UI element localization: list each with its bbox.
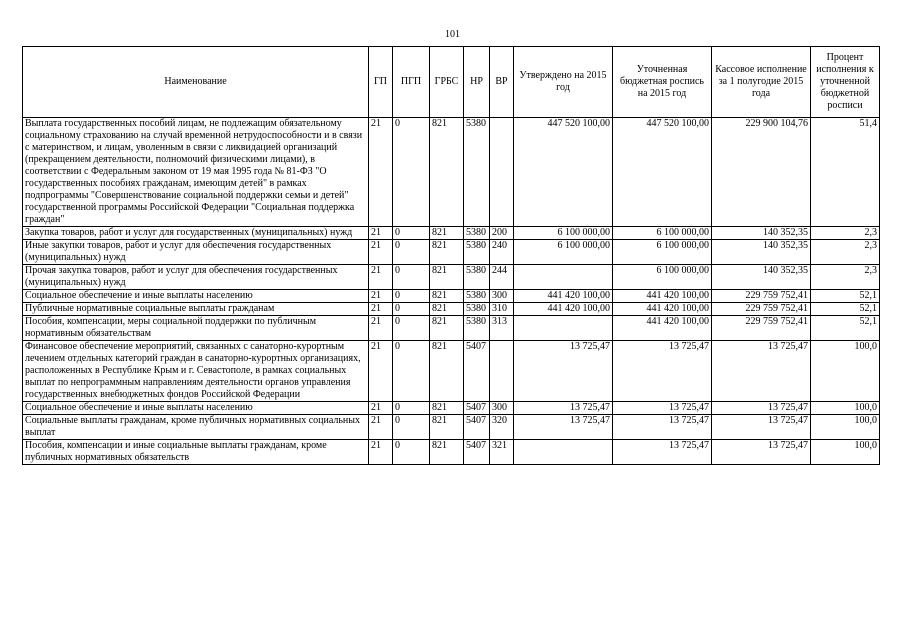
table-row (23, 402, 880, 415)
cell-ppgp: 0 (393, 118, 430, 227)
cell-grbs: 821 (430, 440, 464, 465)
cell-gp: 21 (369, 240, 393, 265)
cell-percent: 2,3 (811, 265, 880, 290)
cell-cash: 229 759 752,41 (712, 316, 811, 341)
cell-refined: 13 725,47 (613, 341, 712, 402)
cell-gp: 21 (369, 316, 393, 341)
cell-grbs: 821 (430, 118, 464, 227)
cell-percent: 100,0 (811, 440, 880, 465)
table-row (23, 303, 880, 316)
cell-ppgp: 0 (393, 316, 430, 341)
cell-grbs: 821 (430, 402, 464, 415)
cell-gp: 21 (369, 227, 393, 240)
header-gp: ГП (369, 47, 393, 118)
table-row (23, 118, 880, 227)
table-header-row (23, 47, 880, 118)
cell-grbs: 821 (430, 341, 464, 402)
header-vr: ВР (490, 47, 514, 118)
cell-grbs: 821 (430, 265, 464, 290)
cell-cash: 13 725,47 (712, 341, 811, 402)
cell-approved (514, 265, 613, 290)
cell-refined: 13 725,47 (613, 402, 712, 415)
cell-grbs: 821 (430, 415, 464, 440)
cell-grbs: 821 (430, 303, 464, 316)
cell-ppgp: 0 (393, 227, 430, 240)
page-number: 101 (445, 29, 460, 40)
cell-cash: 229 759 752,41 (712, 290, 811, 303)
cell-percent: 100,0 (811, 415, 880, 440)
cell-refined: 13 725,47 (613, 415, 712, 440)
cell-approved (514, 440, 613, 465)
cell-name: Социальное обеспечение и иные выплаты населению (23, 290, 369, 303)
budget-execution-table (22, 46, 880, 465)
table-row (23, 290, 880, 303)
cell-np: 5380 (464, 118, 490, 227)
table-row (23, 415, 880, 440)
header-cash: Кассовое исполнение за 1 полугодие 2015 года (712, 47, 811, 118)
cell-percent: 100,0 (811, 341, 880, 402)
cell-refined: 13 725,47 (613, 440, 712, 465)
table-row (23, 240, 880, 265)
cell-refined: 6 100 000,00 (613, 240, 712, 265)
cell-percent: 52,1 (811, 316, 880, 341)
cell-vr: 240 (490, 240, 514, 265)
cell-ppgp: 0 (393, 265, 430, 290)
cell-gp: 21 (369, 118, 393, 227)
cell-np: 5407 (464, 341, 490, 402)
cell-approved: 6 100 000,00 (514, 240, 613, 265)
cell-gp: 21 (369, 303, 393, 316)
cell-refined: 441 420 100,00 (613, 303, 712, 316)
cell-grbs: 821 (430, 290, 464, 303)
cell-name: Пособия, компенсации, меры социальной поддержки по публичным нормативным обязательствам (23, 316, 369, 341)
cell-approved: 447 520 100,00 (514, 118, 613, 227)
cell-np: 5407 (464, 440, 490, 465)
cell-name: Социальное обеспечение и иные выплаты населению (23, 402, 369, 415)
header-name: Наименование (23, 47, 369, 118)
cell-cash: 140 352,35 (712, 265, 811, 290)
cell-percent: 100,0 (811, 402, 880, 415)
cell-approved: 13 725,47 (514, 341, 613, 402)
cell-ppgp: 0 (393, 303, 430, 316)
cell-ppgp: 0 (393, 290, 430, 303)
cell-vr: 244 (490, 265, 514, 290)
cell-gp: 21 (369, 402, 393, 415)
cell-name: Закупка товаров, работ и услуг для государственных (муниципальных) нужд (23, 227, 369, 240)
cell-np: 5407 (464, 415, 490, 440)
cell-percent: 2,3 (811, 227, 880, 240)
cell-refined: 441 420 100,00 (613, 290, 712, 303)
cell-np: 5380 (464, 240, 490, 265)
header-np: НР (464, 47, 490, 118)
cell-ppgp: 0 (393, 240, 430, 265)
cell-name: Выплата государственных пособий лицам, не подлежащим обязательному социальному страхованию на случай временной нетрудоспособности и в связи с материнством, и лицам, уволенным в связи с ликвидацией организаций (прекращением деятельности, полномочий физическими лицами), в соответствии с Федеральным законом от 19 мая 1995 года № 81-ФЗ "О государственных пособиях гражданам, имеющим детей" в рамках подпрограммы "Совершенствование социальной поддержки семьи и детей" государственной программы Российской Федерации "Социальная поддержка граждан" (23, 118, 369, 227)
cell-cash: 13 725,47 (712, 440, 811, 465)
cell-ppgp: 0 (393, 440, 430, 465)
cell-cash: 13 725,47 (712, 402, 811, 415)
table-row (23, 316, 880, 341)
cell-grbs: 821 (430, 227, 464, 240)
cell-cash: 140 352,35 (712, 227, 811, 240)
cell-percent: 52,1 (811, 290, 880, 303)
cell-cash: 140 352,35 (712, 240, 811, 265)
cell-name: Социальные выплаты гражданам, кроме публичных нормативных социальных выплат (23, 415, 369, 440)
cell-name: Публичные нормативные социальные выплаты гражданам (23, 303, 369, 316)
table-row (23, 341, 880, 402)
cell-approved (514, 316, 613, 341)
cell-vr (490, 341, 514, 402)
cell-np: 5380 (464, 303, 490, 316)
cell-grbs: 821 (430, 240, 464, 265)
cell-cash: 229 759 752,41 (712, 303, 811, 316)
cell-name: Прочая закупка товаров, работ и услуг для обеспечения государственных (муниципальных) нужд (23, 265, 369, 290)
cell-np: 5380 (464, 316, 490, 341)
cell-refined: 441 420 100,00 (613, 316, 712, 341)
cell-gp: 21 (369, 290, 393, 303)
cell-vr: 313 (490, 316, 514, 341)
cell-np: 5380 (464, 227, 490, 240)
cell-cash: 13 725,47 (712, 415, 811, 440)
cell-ppgp: 0 (393, 415, 430, 440)
cell-ppgp: 0 (393, 402, 430, 415)
cell-approved: 441 420 100,00 (514, 290, 613, 303)
cell-percent: 51,4 (811, 118, 880, 227)
cell-percent: 52,1 (811, 303, 880, 316)
cell-vr: 300 (490, 290, 514, 303)
header-percent: Процент исполнения к уточненной бюджетной росписи (811, 47, 880, 118)
cell-name: Финансовое обеспечение мероприятий, связанных с санаторно-курортным лечением отдельных категорий граждан в санаторно-курортных организациях, расположенных в Республике Крым и г. Севастополе, в рамках социальных выплат по непрограммным направлениям деятельности органов управления государственных внебюджетных фондов Российской Федерации (23, 341, 369, 402)
cell-vr: 200 (490, 227, 514, 240)
cell-name: Иные закупки товаров, работ и услуг для обеспечения государственных (муниципальных) нужд (23, 240, 369, 265)
cell-name: Пособия, компенсации и иные социальные выплаты гражданам, кроме публичных нормативных обязательств (23, 440, 369, 465)
cell-gp: 21 (369, 415, 393, 440)
cell-gp: 21 (369, 265, 393, 290)
cell-vr: 320 (490, 415, 514, 440)
cell-refined: 6 100 000,00 (613, 265, 712, 290)
cell-approved: 6 100 000,00 (514, 227, 613, 240)
cell-gp: 21 (369, 341, 393, 402)
cell-np: 5407 (464, 402, 490, 415)
cell-percent: 2,3 (811, 240, 880, 265)
cell-vr: 300 (490, 402, 514, 415)
header-ppgp: ПГП (393, 47, 430, 118)
header-approved: Утверждено на 2015 год (514, 47, 613, 118)
cell-vr (490, 118, 514, 227)
table-row (23, 227, 880, 240)
cell-np: 5380 (464, 290, 490, 303)
cell-grbs: 821 (430, 316, 464, 341)
cell-ppgp: 0 (393, 341, 430, 402)
cell-np: 5380 (464, 265, 490, 290)
cell-vr: 310 (490, 303, 514, 316)
table-row (23, 265, 880, 290)
cell-approved: 441 420 100,00 (514, 303, 613, 316)
cell-gp: 21 (369, 440, 393, 465)
cell-refined: 6 100 000,00 (613, 227, 712, 240)
cell-approved: 13 725,47 (514, 402, 613, 415)
cell-refined: 447 520 100,00 (613, 118, 712, 227)
cell-approved: 13 725,47 (514, 415, 613, 440)
header-grbs: ГРБС (430, 47, 464, 118)
cell-cash: 229 900 104,76 (712, 118, 811, 227)
cell-vr: 321 (490, 440, 514, 465)
table-row (23, 440, 880, 465)
header-refined: Уточненная бюджетная роспись на 2015 год (613, 47, 712, 118)
